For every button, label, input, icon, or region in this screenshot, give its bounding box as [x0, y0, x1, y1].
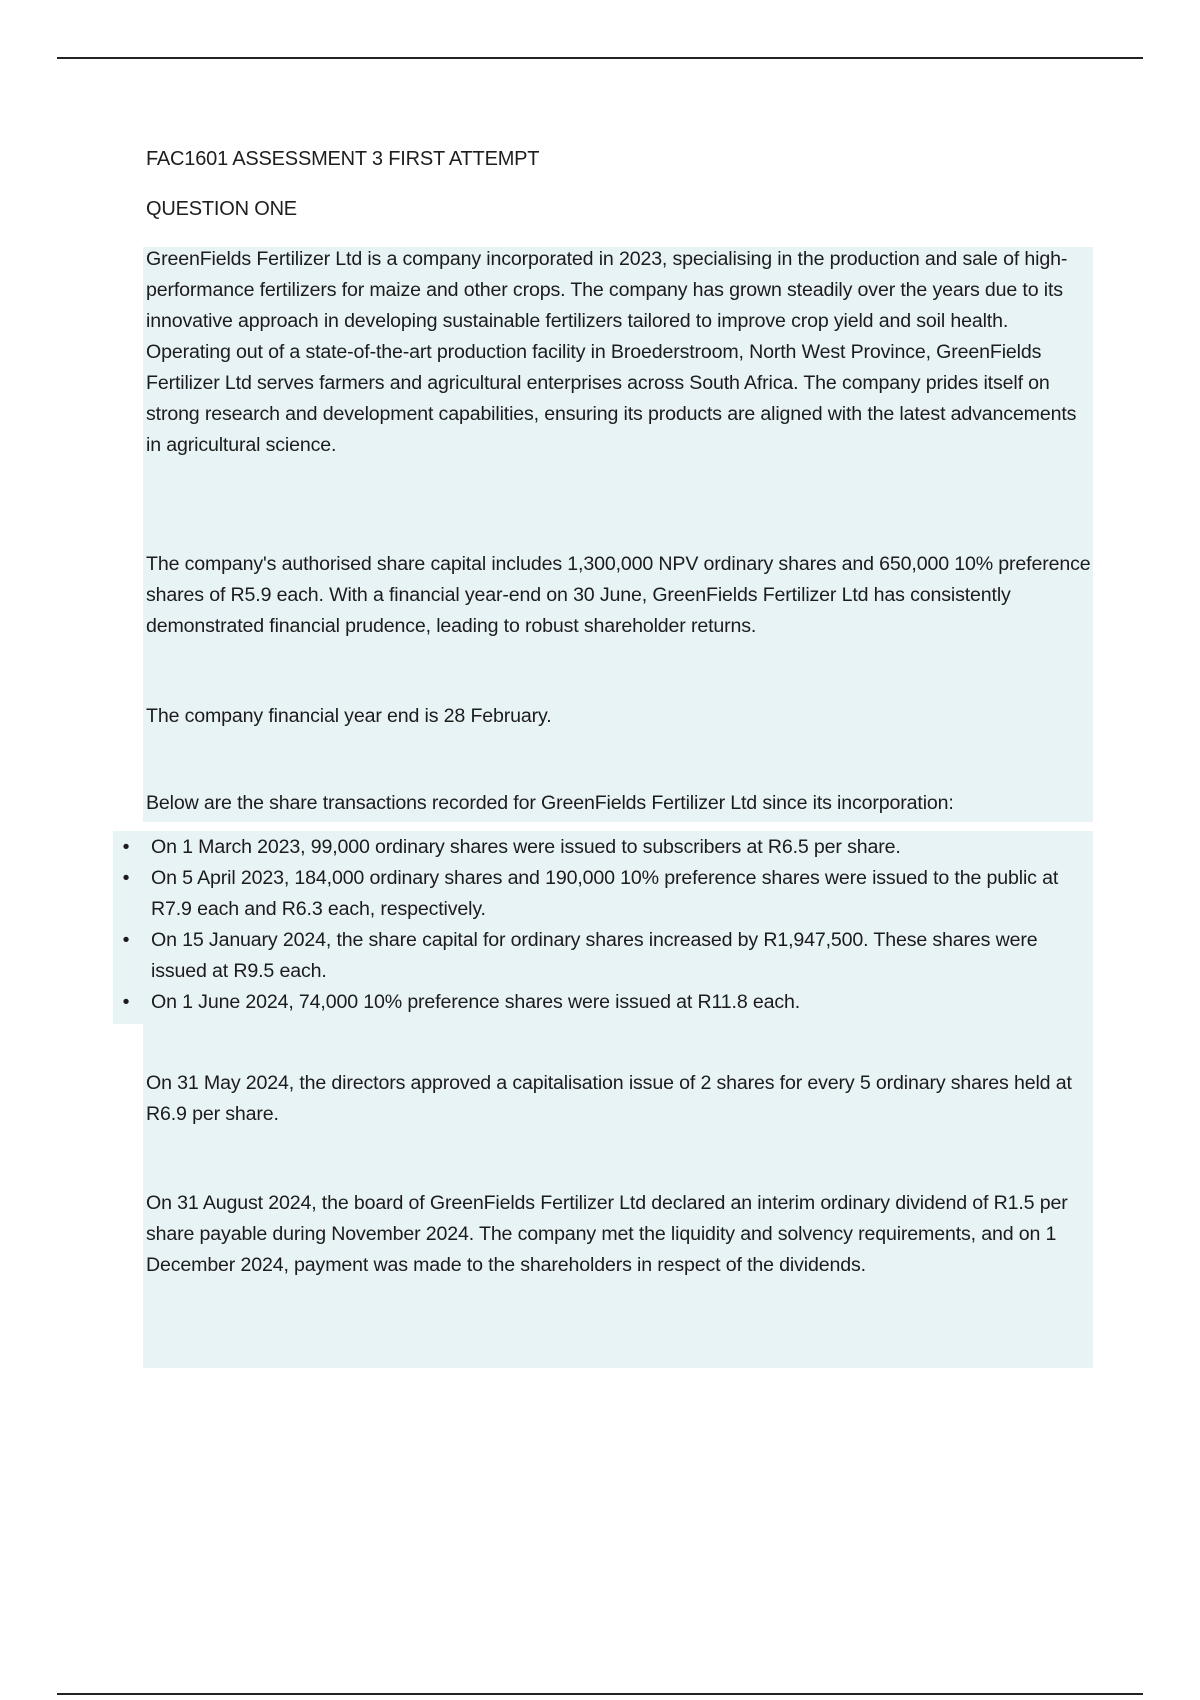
capitalisation-issue-paragraph: On 31 May 2024, the directors approved a capitalisation issue of 2 shares for every 5 ordinary shares held at R6.9 per share. — [146, 1072, 1072, 1125]
bottom-page-rule — [57, 1693, 1143, 1695]
list-item — [113, 863, 1073, 925]
bullet-icon: • — [122, 991, 130, 1013]
bullet-icon: • — [122, 929, 130, 951]
question-heading: QUESTION ONE — [146, 198, 297, 220]
top-page-rule — [57, 57, 1143, 59]
document-title: FAC1601 ASSESSMENT 3 FIRST ATTEMPT — [146, 148, 540, 170]
transactions-intro-paragraph: Below are the share transactions recorded for GreenFields Fertilizer Ltd since its incorporation: — [146, 792, 954, 814]
list-item — [113, 925, 1073, 987]
list-item-text: On 1 March 2023, 99,000 ordinary shares were issued to subscribers at R6.5 per share. — [151, 836, 901, 858]
list-item — [113, 832, 1073, 863]
transaction-list — [113, 832, 1073, 1018]
company-intro-paragraph: GreenFields Fertilizer Ltd is a company incorporated in 2023, specialising in the production and sale of high-performance fertilizers for maize and other crops. The company has grown steadily over the years due to its innovative approach in developing sustainable fertilizers tailored to improve crop yield and soil health. Operating out of a state-of-the-art production facility in Broederstroom, North West Province, GreenFields Fertilizer Ltd serves farmers and agricultural enterprises across South Africa. The company prides itself on strong research and development capabilities, ensuring its products are aligned with the latest advancements in agricultural science. — [146, 248, 1077, 456]
list-item-text: On 15 January 2024, the share capital for ordinary shares increased by R1,947,500. These shares were issued at R9.5 each. — [151, 929, 1038, 982]
year-end-paragraph: The company financial year end is 28 February. — [146, 705, 552, 727]
bullet-icon: • — [122, 867, 130, 889]
list-item — [113, 987, 1073, 1018]
share-capital-paragraph: The company's authorised share capital includes 1,300,000 NPV ordinary shares and 650,000 10% preference shares of R5.9 each. With a financial year-end on 30 June, GreenFields Fertilizer Ltd has consistently demonstrated financial prudence, leading to robust shareholder returns. — [146, 553, 1091, 637]
bullet-icon: • — [122, 836, 130, 858]
list-item-text: On 1 June 2024, 74,000 10% preference shares were issued at R11.8 each. — [151, 991, 801, 1013]
dividend-paragraph: On 31 August 2024, the board of GreenFields Fertilizer Ltd declared an interim ordinary dividend of R1.5 per share payable during November 2024. The company met the liquidity and solvency requirements, and on 1 December 2024, payment was made to the shareholders in respect of the dividends. — [146, 1192, 1068, 1276]
list-item-text: On 5 April 2023, 184,000 ordinary shares and 190,000 10% preference shares were issued to the public at R7.9 each and R6.3 each, respectively. — [151, 867, 1059, 920]
